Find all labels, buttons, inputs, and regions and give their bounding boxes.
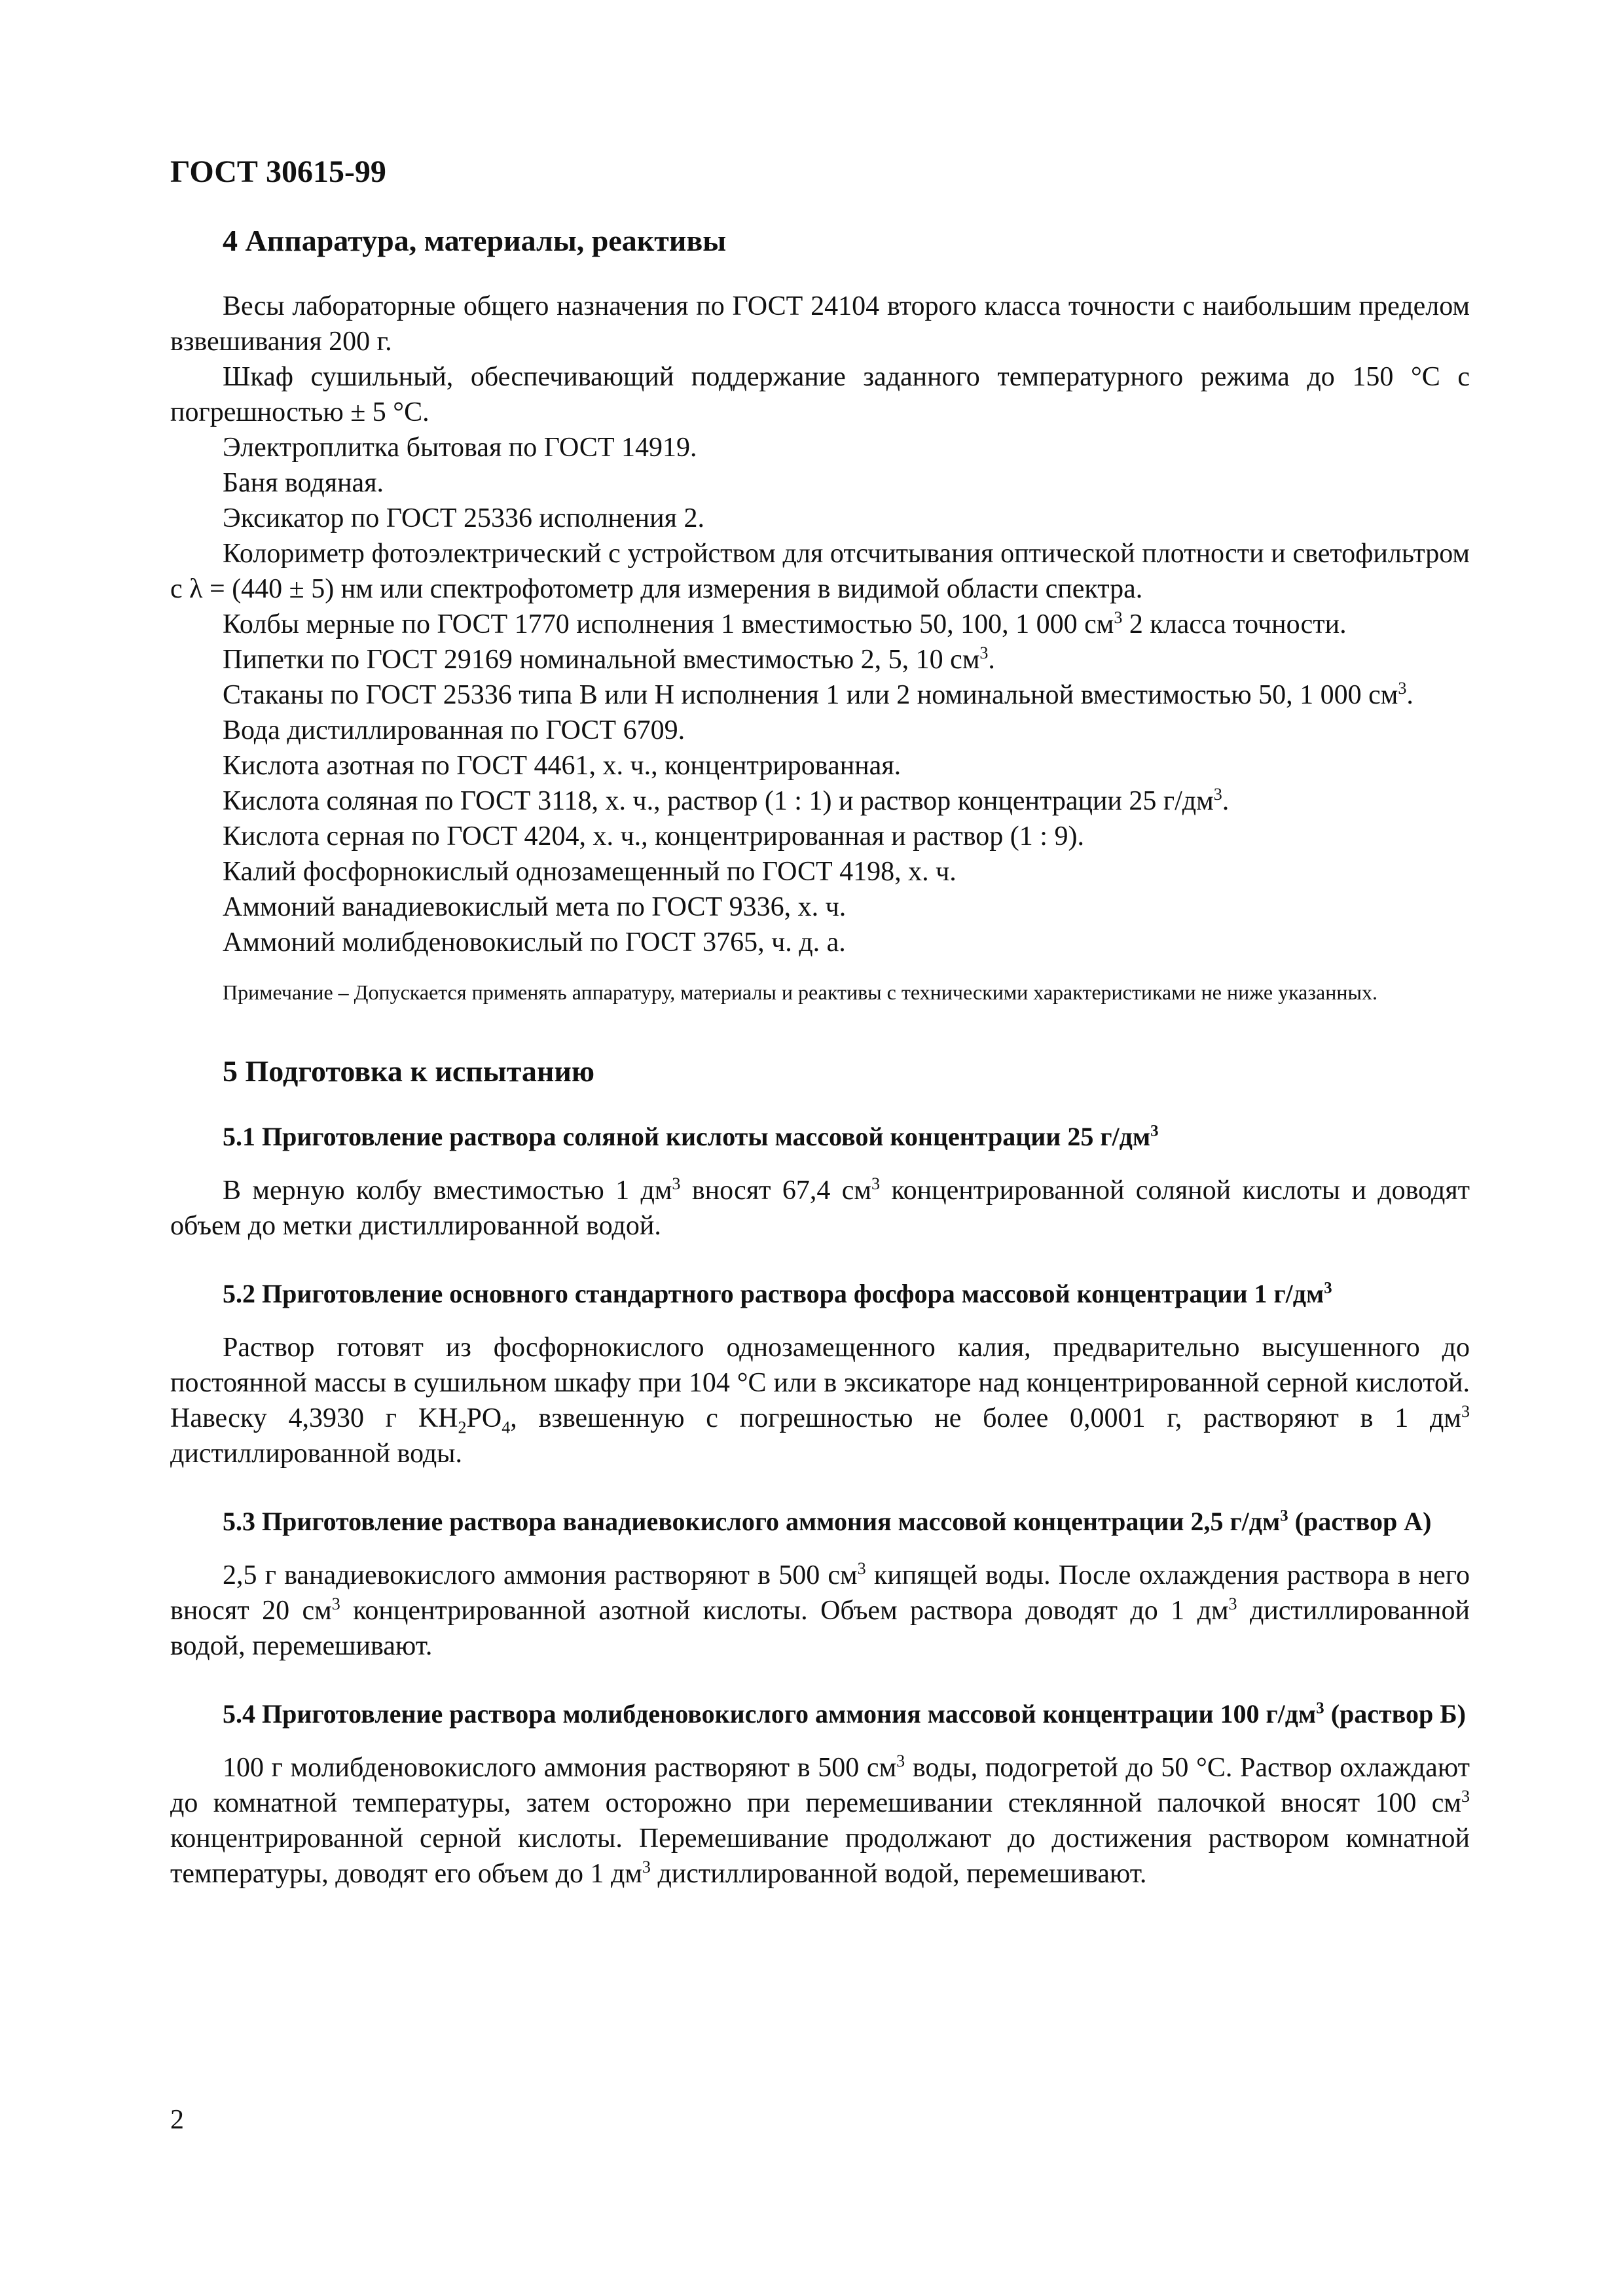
reagent-item: Кислота азотная по ГОСТ 4461, х. ч., концентрированная. [223, 751, 902, 781]
page-content [170, 223, 1470, 1892]
equipment-item: Шкаф сушильный, обеспечивающий поддержание заданного температурного режима до 150 °С с погрешностью ± 5 °С. [170, 362, 1470, 428]
equipment-item-pipettes: Пипетки по ГОСТ 29169 номинальной вместимостью 2, 5, 10 $см^3$. [223, 643, 995, 675]
reagent-item: Аммоний ванадиевокислый мета по ГОСТ 9336, х. ч. [223, 892, 847, 923]
section-5-title: 5 Подготовка к испытанию [223, 1054, 595, 1088]
reagent-item: Кислота серная по ГОСТ 4204, х. ч., концентрированная и раствор (1 : 9). [223, 821, 1084, 852]
page-number: 2 [170, 2105, 184, 2135]
subsection-5-4-text: 100 г молибденовокислого аммония растворяют в 500 $см^3$ воды, подогретой до 50 °С. Раствор охлаждают до комнатной температуры, затем осторожно при перемешивании стеклянной палочкой вносят 100 $см^3$ концентрированной серной кислоты. Перемешивание продолжают до достижения раствором комнатной температуры, доводят его объем до 1 $дм^3$ дистиллированной водой, перемешивают. [170, 1751, 1470, 1890]
reagent-item: Аммоний молибденовокислый по ГОСТ 3765, ч. д. а. [223, 927, 846, 958]
equipment-item: Весы лабораторные общего назначения по ГОСТ 24104 второго класса точности с наибольшим пределом взвешивания 200 г. [170, 291, 1470, 357]
equipment-item: Эксикатор по ГОСТ 25336 исполнения 2. [223, 503, 704, 534]
subsection-5-2-title: 5.2 Приготовление основного стандартного раствора фосфора массовой концентрации 1 $г/дм^3$ [223, 1279, 1332, 1309]
reagent-item: Калий фосфорнокислый однозамещенный по ГОСТ 4198, х. ч. [223, 857, 957, 888]
reagent-item-hcl: Кислота соляная по ГОСТ 3118, х. ч., раствор (1 : 1) и раствор концентрации 25 $г/дм^3$. [223, 785, 1230, 817]
subsection-5-3-title: 5.3 Приготовление раствора ванадиевокислого аммония массовой концентрации 2,5 $г/дм^3$ (раствор А) [223, 1507, 1432, 1537]
section-4-note: Примечание – Допускается применять аппаратуру, материалы и реактивы с техническими характеристиками не ниже указанных. [223, 980, 1377, 1005]
subsection-5-2-text: Раствор готовят из фосфорнокислого однозамещенного калия, предварительно высушенного до постоянной массы в сушильном шкафу при 104 °С или в эксикаторе над концентрированной серной кислотой. Навеску 4,3930 г $KH_2PO_4$, взвешенную с погрешностью не более 0,0001 г, растворяют в 1 $дм^3$ дистиллированной воды. [170, 1333, 1470, 1469]
subsection-5-3-text: 2,5 г ванадиевокислого аммония растворяют в 500 $см^3$ кипящей воды. После охлаждения раствора в него вносят 20 $см^3$ концентрированной азотной кислоты. Объем раствора доводят до 1 $дм^3$ дистиллированной водой, перемешивают. [170, 1559, 1470, 1662]
reagent-item: Вода дистиллированная по ГОСТ 6709. [223, 715, 685, 746]
subsection-5-4-title: 5.4 Приготовление раствора молибденовокислого аммония массовой концентрации 100 $г/дм^3$ (раствор Б) [223, 1699, 1466, 1729]
equipment-item: Колориметр фотоэлектрический с устройством для отсчитывания оптической плотности и светофильтром с λ = (440 ± 5) нм или спектрофотометр для измерения в видимой области спектра. [170, 539, 1470, 605]
equipment-item: Баня водяная. [223, 468, 384, 499]
equipment-item-beakers: Стаканы по ГОСТ 25336 типа В или Н исполнения 1 или 2 номинальной вместимостью 50, 1 000 $см^3$. [223, 679, 1413, 711]
subsection-5-1-text: В мерную колбу вместимостью 1 $дм^3$ вносят 67,4 $см^3$ концентрированной соляной кислоты и доводят объем до метки дистиллированной водой. [170, 1174, 1470, 1242]
section-4-title: 4 Аппаратура, материалы, реактивы [223, 224, 727, 257]
equipment-item: Электроплитка бытовая по ГОСТ 14919. [223, 433, 697, 463]
document-code-header: ГОСТ 30615-99 [170, 154, 386, 189]
subsection-5-1-title: 5.1 Приготовление раствора соляной кислоты массовой концентрации 25 $г/дм^3$ [223, 1122, 1159, 1152]
equipment-item-flasks: Колбы мерные по ГОСТ 1770 исполнения 1 вместимостью 50, 100, 1 000 $см^3$ 2 класса точности. [223, 608, 1347, 640]
